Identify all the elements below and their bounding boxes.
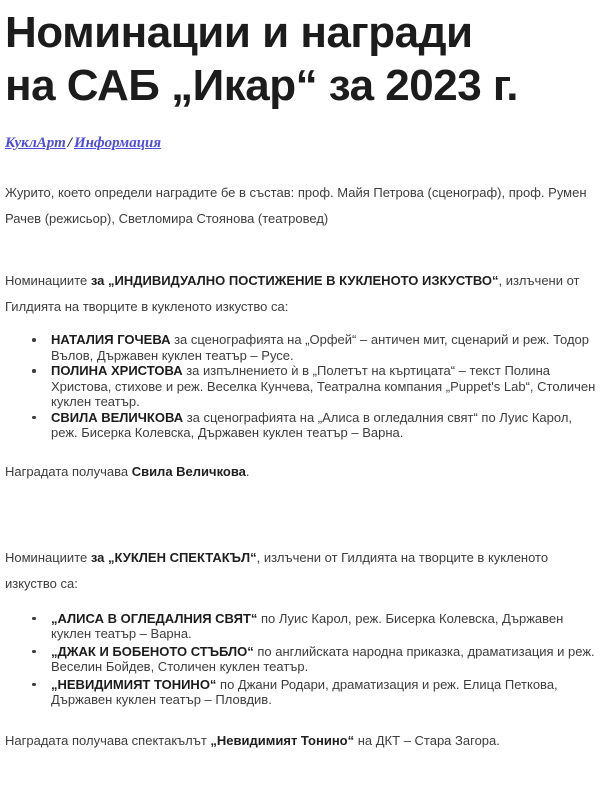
nominee-details: по Луис Карол, реж. Бисерка Колевска, Държавен куклен театър – Варна.	[51, 610, 564, 641]
award-winner: Свила Величкова	[131, 463, 246, 479]
list-item	[4, 644, 598, 675]
award-suffix: на ДКТ – Стара Загора.	[354, 732, 500, 748]
section-1-award-line	[4, 459, 598, 485]
list-item	[4, 410, 598, 441]
breadcrumb-link-home[interactable]: КуклАрт	[5, 135, 66, 151]
list-item	[4, 677, 598, 708]
section-1-heading-category: за „ИНДИВИДУАЛНО ПОСТИЖЕНИЕ В КУКЛЕНОТО ИЗКУСТВО“	[90, 273, 499, 288]
page-title-line-2: на САБ „Икар“ за 2023 г.	[5, 61, 519, 110]
section-2-heading-category: за „КУКЛЕН СПЕКТАКЪЛ“	[90, 549, 257, 565]
page-title-line-1: Номинации и награди	[5, 8, 473, 57]
section-2-award-line	[4, 728, 598, 754]
jury-paragraph: Журито, което определи наградите бе в състав: проф. Майя Петрова (сценограф), проф. Румен Рачев (режисьор), Светломира Стоянова (театровед)	[5, 185, 587, 226]
section-1-heading-suffix: , излъчени от Гилдията на творците в кукленото изкуство са:	[5, 273, 580, 314]
nominee-name: ПОЛИНА ХРИСТОВА	[51, 363, 183, 378]
nominee-name: НАТАЛИЯ ГОЧЕВА	[51, 332, 171, 347]
section-1-heading	[4, 268, 598, 320]
award-prefix: Наградата получава спектакълът	[5, 732, 211, 748]
list-item	[4, 611, 598, 642]
section-2-heading-suffix: , излъчени от Гилдията на творците в кукленото изкуство са:	[5, 549, 549, 591]
nominee-name: „АЛИСА В ОГЛЕДАЛНИЯ СВЯТ“	[51, 610, 258, 626]
section-1-heading-prefix: Номинациите	[5, 273, 91, 288]
breadcrumb-separator: /	[67, 135, 72, 151]
section-1-nominee-list	[4, 332, 598, 441]
section-2-heading	[4, 545, 598, 597]
breadcrumb-link-information[interactable]: Информация	[73, 135, 162, 151]
award-suffix: .	[245, 463, 250, 479]
nominee-details: за изпълнението ѝ в „Полетът на къртицата“ – текст Полина Христова, стихове и реж. Веселка Кунчева, Театрална компания „Puppet's Lab“, Столичен куклен театър.	[51, 363, 596, 409]
list-item	[4, 363, 598, 410]
section-2-nominee-list	[4, 611, 598, 708]
award-prefix: Наградата получава	[5, 463, 132, 479]
nominee-details: по английската народна приказка, драматизация и реж. Веселин Бойдев, Столичен куклен театър.	[51, 643, 595, 674]
nominee-name: „НЕВИДИМИЯТ ТОНИНО“	[51, 676, 217, 692]
nominee-details: по Джани Родари, драматизация и реж. Елица Петкова, Държавен куклен театър – Пловдив.	[51, 676, 558, 707]
award-winner: „Невидимият Тонино“	[210, 732, 355, 748]
nominee-name: СВИЛА ВЕЛИЧКОВА	[51, 409, 184, 425]
list-item	[4, 332, 598, 363]
section-2-heading-prefix: Номинациите	[5, 549, 91, 565]
nominee-details: за сценографията на „Алиса в огледалния свят“ по Луис Карол, реж. Бисерка Колевска, Държавен куклен театър – Варна.	[51, 409, 573, 440]
page-title	[4, 0, 598, 112]
nominee-details: за сценографията на „Орфей“ – античен мит, сценарий и реж. Тодор Вълов, Държавен куклен театър – Русе.	[51, 332, 590, 363]
breadcrumb	[5, 134, 598, 152]
nominee-name: „ДЖАК И БОБЕНОТО СТЪБЛО“	[51, 643, 254, 659]
